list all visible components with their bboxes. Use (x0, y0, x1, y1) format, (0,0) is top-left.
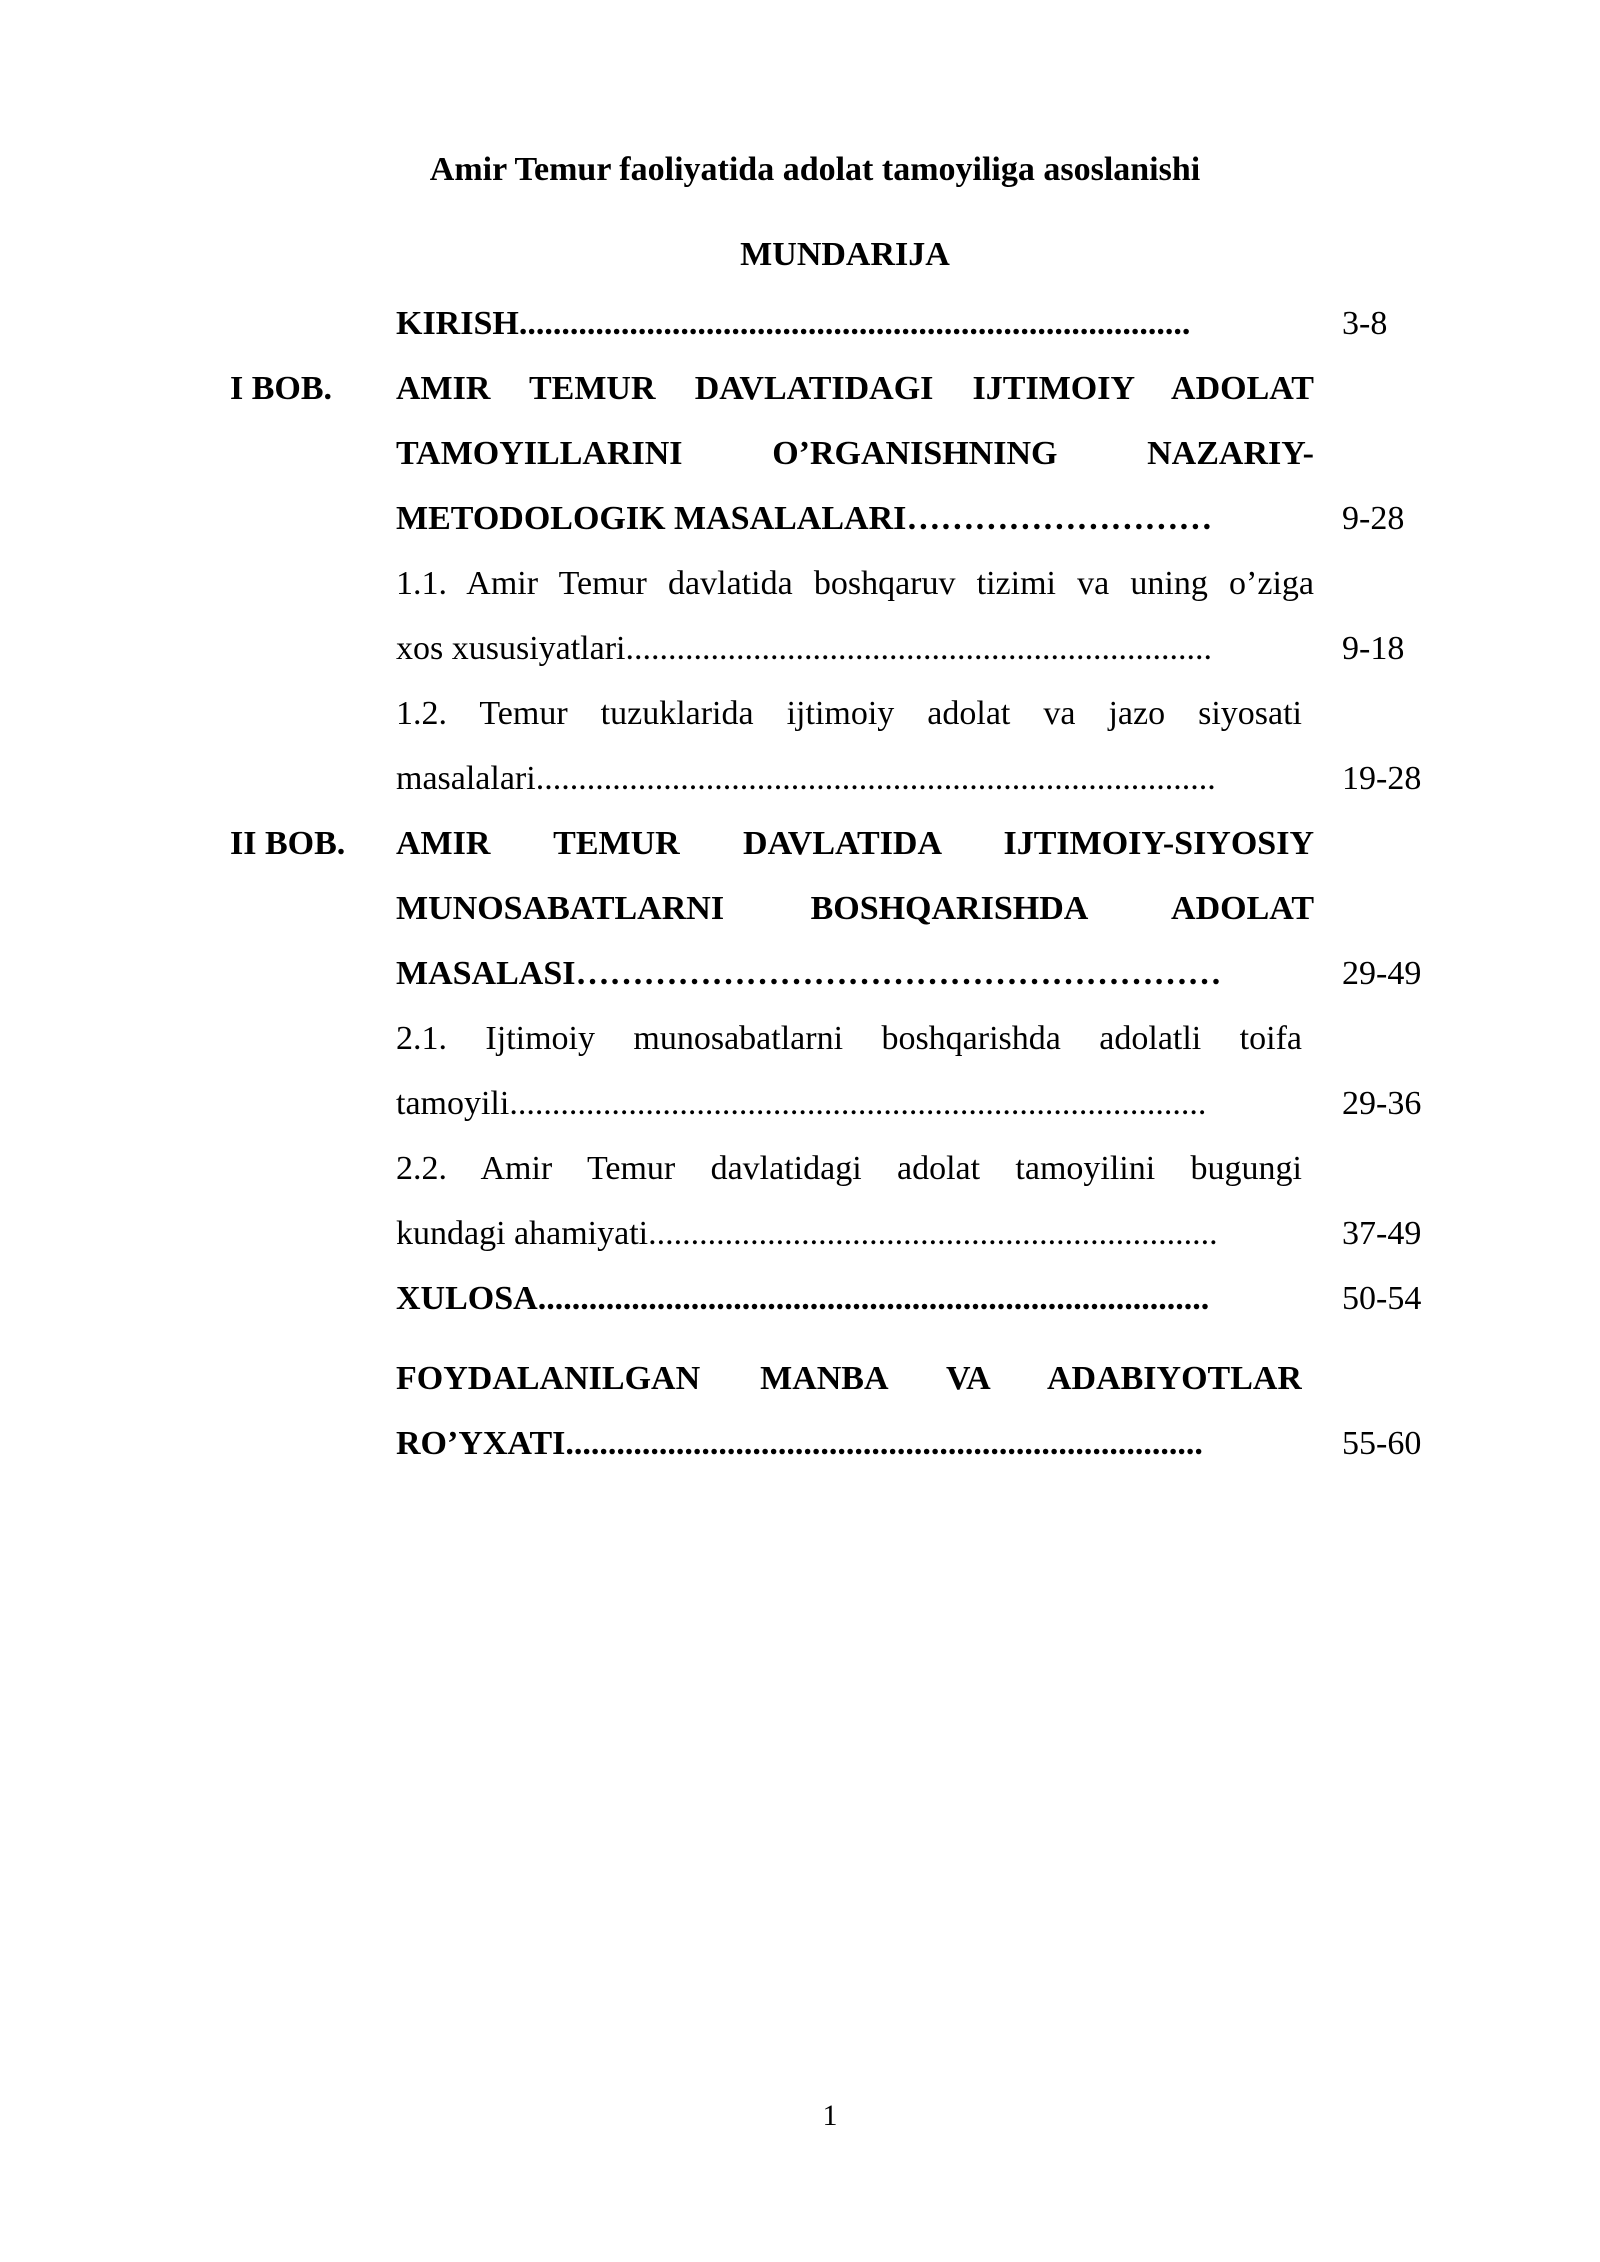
toc-entry-chapter-1-line-2[interactable]: TAMOYILLARINI O’RGANISHNING NAZARIY- (396, 435, 1314, 472)
toc-page-section-1-1: 9-18 (1342, 630, 1405, 667)
toc-page-kirish: 3-8 (1342, 305, 1388, 342)
toc-entry-section-2-1-line-1[interactable]: 2.1. Ijtimoiy munosabatlarni boshqarishda adolatli toifa (396, 1020, 1302, 1057)
page-title: Amir Temur faoliyatida adolat tamoyiliga asoslanishi (429, 151, 1201, 188)
chapter-label-2: II BOB. (230, 825, 346, 862)
chapter-label-1: I BOB. (230, 370, 333, 407)
toc-entry-section-2-1-line-2[interactable]: tamoyili.................................................................................. (396, 1085, 1207, 1122)
toc-heading: MUNDARIJA (740, 236, 950, 273)
toc-entry-references-line-2[interactable]: RO’YXATI........................................................................... (396, 1425, 1203, 1462)
toc-entry-section-1-1-line-2[interactable]: xos xususiyatlari..................................................................... (396, 630, 1212, 667)
toc-entry-chapter-2-line-1[interactable]: AMIR TEMUR DAVLATIDA IJTIMOIY-SIYOSIY (396, 825, 1314, 862)
page-number: 1 (822, 2099, 838, 2132)
toc-entry-section-2-2-line-1[interactable]: 2.2. Amir Temur davlatidagi adolat tamoyilini bugungi (396, 1150, 1302, 1187)
toc-entry-section-1-1-line-1[interactable]: 1.1. Amir Temur davlatida boshqaruv tizimi va uning o’ziga (396, 565, 1314, 602)
toc-page-section-1-2: 19-28 (1342, 760, 1422, 797)
toc-entry-section-2-2-line-2[interactable]: kundagi ahamiyati................................................................... (396, 1215, 1218, 1252)
toc-page-chapter-1: 9-28 (1342, 500, 1405, 537)
toc-entry-chapter-1-line-1[interactable]: AMIR TEMUR DAVLATIDAGI IJTIMOIY ADOLAT (396, 370, 1314, 407)
toc-page-references: 55-60 (1342, 1425, 1422, 1462)
toc-entry-chapter-2-line-3[interactable]: MASALASI………………………………………………… (396, 955, 1222, 992)
toc-entry-xulosa[interactable]: XULOSA............................................................................... (396, 1280, 1210, 1317)
toc-entry-references-line-1[interactable]: FOYDALANILGAN MANBA VA ADABIYOTLAR (396, 1360, 1302, 1397)
toc-entry-chapter-2-line-2[interactable]: MUNOSABATLARNI BOSHQARISHDA ADOLAT (396, 890, 1314, 927)
toc-entry-chapter-1-line-3[interactable]: METODOLOGIK MASALALARI……………………… (396, 500, 1213, 537)
toc-page-section-2-1: 29-36 (1342, 1085, 1422, 1122)
toc-entry-section-1-2-line-2[interactable]: masalalari................................................................................ (396, 760, 1216, 797)
toc-entry-kirish[interactable]: KIRISH............................................................................... (396, 305, 1191, 342)
toc-entry-section-1-2-line-1[interactable]: 1.2. Temur tuzuklarida ijtimoiy adolat va jazo siyosati (396, 695, 1302, 732)
toc-page-chapter-2: 29-49 (1342, 955, 1422, 992)
toc-page-section-2-2: 37-49 (1342, 1215, 1422, 1252)
toc-page-xulosa: 50-54 (1342, 1280, 1422, 1317)
